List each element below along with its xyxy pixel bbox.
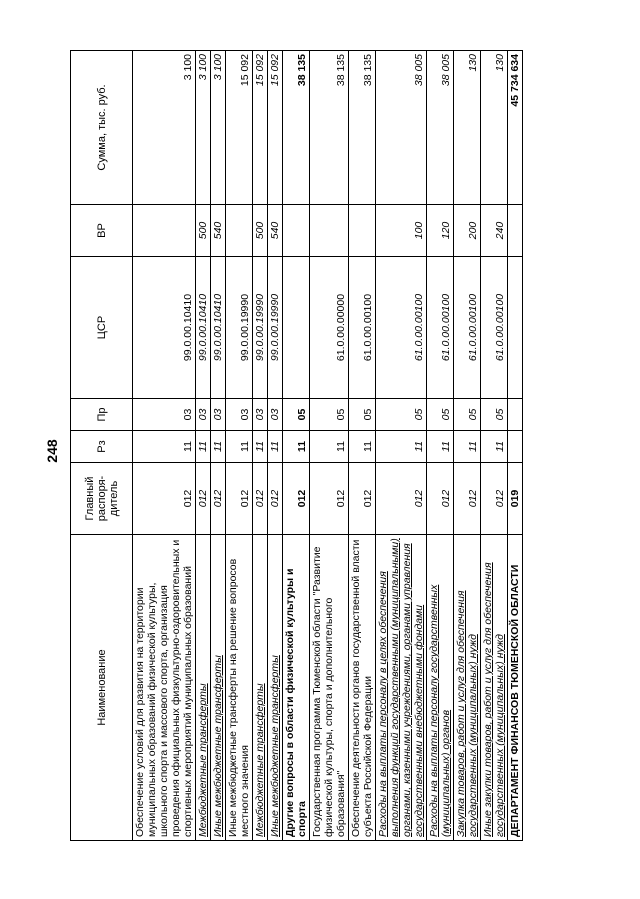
row-csr <box>376 257 427 399</box>
row-rz <box>481 431 508 463</box>
row-csr-text: 61.0.00.00100 <box>467 293 479 362</box>
row-name <box>283 535 310 841</box>
row-sum-text: 38 135 <box>335 54 347 87</box>
row-name <box>310 535 349 841</box>
row-pr <box>427 399 454 431</box>
row-pr-text: 05 <box>335 408 347 421</box>
row-rz-text: 11 <box>440 441 452 452</box>
row-vr <box>268 205 283 257</box>
row-vr-text: 200 <box>467 221 479 240</box>
row-main-manager-text: 019 <box>509 489 521 508</box>
row-csr-text: 61.0.00.00100 <box>413 293 425 362</box>
row-main-manager-text: 012 <box>467 489 479 508</box>
row-pr <box>283 399 310 431</box>
row-sum <box>196 51 211 205</box>
row-rz-text: 11 <box>254 441 266 452</box>
row-sum <box>427 51 454 205</box>
row-rz <box>376 431 427 463</box>
row-csr <box>283 257 310 399</box>
row-rz <box>427 431 454 463</box>
row-sum-text: 45 734 634 <box>509 54 521 107</box>
row-sum-text: 38 135 <box>362 54 374 87</box>
row-rz <box>253 431 268 463</box>
row-name <box>211 535 226 841</box>
row-vr <box>376 205 427 257</box>
row-csr-text: 99.0.00.19990 <box>269 293 281 362</box>
row-pr <box>376 399 427 431</box>
row-name <box>268 535 283 841</box>
row-main-manager <box>226 463 253 535</box>
row-sum <box>211 51 226 205</box>
row-csr-text: 99.0.00.10410 <box>212 293 224 362</box>
row-main-manager <box>133 463 196 535</box>
row-pr <box>349 399 376 431</box>
row-rz <box>226 431 253 463</box>
row-sum-text: 38 135 <box>296 54 308 87</box>
row-csr-text: 61.0.00.00100 <box>494 293 506 362</box>
row-main-manager <box>253 463 268 535</box>
row-name <box>349 535 376 841</box>
row-sum-text: 15 092 <box>269 54 281 87</box>
row-pr-text: 05 <box>413 408 425 421</box>
row-name <box>508 535 523 841</box>
row-vr-text: 100 <box>413 221 425 240</box>
row-rz-text: 11 <box>362 441 374 452</box>
row-pr <box>133 399 196 431</box>
row-csr-text: 99.0.00.19990 <box>254 293 266 362</box>
row-vr <box>283 205 310 257</box>
row-csr-text: 61.0.00.00000 <box>335 293 347 362</box>
row-csr <box>508 257 523 399</box>
row-main-manager <box>508 463 523 535</box>
row-main-manager-text: 012 <box>413 489 425 508</box>
row-name <box>133 535 196 841</box>
row-name-text: Закупка товаров, работ и услуг для обеспечения государственных (муниципальных) нужд <box>455 590 479 837</box>
row-name <box>253 535 268 841</box>
row-pr <box>454 399 481 431</box>
table-row <box>253 51 268 841</box>
row-sum <box>508 51 523 205</box>
row-main-manager <box>310 463 349 535</box>
row-rz-text: 11 <box>335 441 347 452</box>
row-name-text: Обеспечение условий для развития на территории муниципальных образований физической культуры, школьного спорта и массового спорта, организация проведения официальных физкультурно-оздоровительных и спортивных мероприятий муниципальных образований <box>134 539 194 837</box>
row-main-manager-text: 012 <box>239 489 251 508</box>
row-vr <box>349 205 376 257</box>
table-row <box>268 51 283 841</box>
row-csr <box>454 257 481 399</box>
header-csr: ЦСР <box>71 257 133 399</box>
row-main-manager-text: 012 <box>362 489 374 508</box>
row-sum-text: 3 100 <box>212 54 224 81</box>
row-vr <box>310 205 349 257</box>
row-main-manager <box>427 463 454 535</box>
row-pr <box>268 399 283 431</box>
row-main-manager <box>268 463 283 535</box>
row-main-manager-text: 012 <box>254 489 266 508</box>
row-main-manager-text: 012 <box>440 489 452 508</box>
row-main-manager <box>376 463 427 535</box>
row-sum-text: 130 <box>494 54 506 72</box>
row-vr <box>226 205 253 257</box>
table-row <box>283 51 310 841</box>
row-main-manager-text: 012 <box>296 489 308 508</box>
row-csr <box>211 257 226 399</box>
row-vr-text: 500 <box>197 221 209 240</box>
row-sum <box>454 51 481 205</box>
row-name <box>376 535 427 841</box>
row-sum-text: 130 <box>467 54 479 72</box>
table-row <box>427 51 454 841</box>
row-pr-text: 05 <box>362 408 374 421</box>
row-rz-text: 11 <box>494 441 506 452</box>
row-name-text: Иные межбюджетные трансферты <box>212 655 224 837</box>
row-csr <box>226 257 253 399</box>
row-vr-text: 500 <box>254 221 266 240</box>
row-main-manager-text: 012 <box>494 489 506 508</box>
row-vr <box>481 205 508 257</box>
table-row <box>508 51 523 841</box>
row-csr <box>481 257 508 399</box>
table-row <box>133 51 196 841</box>
row-main-manager <box>349 463 376 535</box>
row-csr-text: 61.0.00.00100 <box>362 293 374 362</box>
table-row <box>454 51 481 841</box>
row-name-text: Иные межбюджетные трансферты на решение вопросов местного значения <box>227 558 251 837</box>
row-rz <box>211 431 226 463</box>
row-name-text: ДЕПАРТАМЕНТ ФИНАНСОВ ТЮМЕНСКОЙ ОБЛАСТИ <box>509 564 521 837</box>
row-main-manager <box>211 463 226 535</box>
row-pr <box>253 399 268 431</box>
row-pr-text: 05 <box>296 408 308 421</box>
table-row <box>481 51 508 841</box>
row-name-text: Иные закупки товаров, работ и услуг для обеспечения государственных (муниципальных) нужд <box>482 562 506 837</box>
row-csr-text: 99.0.00.19990 <box>239 293 251 362</box>
row-csr <box>253 257 268 399</box>
row-rz <box>349 431 376 463</box>
row-rz-text: 11 <box>197 441 209 452</box>
row-name <box>427 535 454 841</box>
row-main-manager-text: 012 <box>269 489 281 508</box>
row-sum <box>310 51 349 205</box>
row-csr <box>133 257 196 399</box>
table-row <box>226 51 253 841</box>
row-rz-text: 11 <box>269 441 281 452</box>
row-rz-text: 11 <box>467 441 479 452</box>
row-pr <box>508 399 523 431</box>
row-pr-text: 03 <box>182 408 194 421</box>
row-csr-text: 99.0.00.10410 <box>197 293 209 362</box>
row-sum <box>481 51 508 205</box>
row-sum <box>133 51 196 205</box>
row-vr <box>196 205 211 257</box>
row-main-manager <box>283 463 310 535</box>
row-pr-text: 03 <box>212 408 224 421</box>
row-name <box>481 535 508 841</box>
row-name <box>454 535 481 841</box>
row-pr <box>310 399 349 431</box>
header-name: Наименование <box>71 535 133 841</box>
row-csr <box>349 257 376 399</box>
row-rz <box>283 431 310 463</box>
row-vr-text: 540 <box>212 221 224 240</box>
row-pr-text: 03 <box>239 408 251 421</box>
page-number: 248 <box>44 439 60 463</box>
row-sum <box>226 51 253 205</box>
row-pr-text: 05 <box>467 408 479 421</box>
row-sum-text: 38 005 <box>413 54 425 87</box>
row-pr-text: 05 <box>494 408 506 421</box>
row-name-text: Иные межбюджетные трансферты <box>269 655 281 837</box>
row-sum <box>283 51 310 205</box>
header-vr: ВР <box>71 205 133 257</box>
row-name-text: Другие вопросы в области физической культуры и спорта <box>284 568 308 837</box>
row-main-manager-text: 012 <box>197 489 209 508</box>
row-pr-text: 03 <box>254 408 266 421</box>
row-pr <box>211 399 226 431</box>
row-vr <box>427 205 454 257</box>
row-vr <box>454 205 481 257</box>
row-rz-text: 11 <box>182 441 194 452</box>
row-pr-text: 03 <box>197 408 209 421</box>
table-header-row <box>71 51 133 841</box>
row-csr <box>268 257 283 399</box>
row-vr <box>508 205 523 257</box>
row-csr <box>196 257 211 399</box>
row-sum <box>253 51 268 205</box>
row-main-manager <box>481 463 508 535</box>
row-sum-text: 3 100 <box>197 54 209 81</box>
header-main-manager: Главный распоря-дитель <box>71 463 133 535</box>
row-name-text: Межбюджетные трансферты <box>254 683 266 837</box>
row-vr <box>253 205 268 257</box>
row-name <box>196 535 211 841</box>
row-main-manager-text: 012 <box>182 489 194 508</box>
table-row <box>196 51 211 841</box>
row-rz <box>133 431 196 463</box>
row-name-text: Обеспечение деятельности органов государственной власти субъекта Российской Федерации <box>350 539 374 837</box>
row-pr-text: 05 <box>440 408 452 421</box>
row-name-text: Государственная программа Тюменской области "Развитие физической культуры, спорта и дополнительного образования" <box>311 546 347 837</box>
row-main-manager <box>196 463 211 535</box>
row-rz-text: 11 <box>239 441 251 452</box>
row-rz <box>454 431 481 463</box>
row-rz-text: 11 <box>296 440 308 453</box>
header-rz: Рз <box>71 431 133 463</box>
row-pr <box>481 399 508 431</box>
row-name-text: Расходы на выплаты персоналу государственных (муниципальных) органов <box>428 584 452 837</box>
row-vr-text: 120 <box>440 221 452 240</box>
row-sum <box>349 51 376 205</box>
row-name-text: Межбюджетные трансферты <box>197 683 209 837</box>
row-rz <box>268 431 283 463</box>
row-vr-text: 240 <box>494 221 506 240</box>
row-rz <box>310 431 349 463</box>
row-main-manager-text: 012 <box>212 489 224 508</box>
row-rz-text: 11 <box>413 441 425 452</box>
row-csr <box>427 257 454 399</box>
row-vr <box>211 205 226 257</box>
row-rz <box>196 431 211 463</box>
header-sum: Сумма, тыс. руб. <box>71 51 133 205</box>
table-row <box>211 51 226 841</box>
row-sum-text: 38 005 <box>440 54 452 87</box>
row-vr <box>133 205 196 257</box>
row-sum <box>268 51 283 205</box>
row-vr-text: 540 <box>269 221 281 240</box>
row-rz <box>508 431 523 463</box>
row-sum-text: 15 092 <box>254 54 266 87</box>
row-name-text: Расходы на выплаты персоналу в целях обеспечения выполнения функций государственными (муниципальными) органами, казенными учреждениями, органами управления государственными внебюджетными фондами <box>377 538 425 837</box>
row-csr-text: 99.0.00.10410 <box>182 293 194 362</box>
table-row <box>310 51 349 841</box>
row-rz-text: 11 <box>212 441 224 452</box>
row-main-manager <box>454 463 481 535</box>
table-row <box>349 51 376 841</box>
row-sum-text: 3 100 <box>182 54 194 81</box>
row-csr <box>310 257 349 399</box>
row-pr-text: 03 <box>269 408 281 421</box>
row-sum <box>376 51 427 205</box>
row-pr <box>226 399 253 431</box>
row-pr <box>196 399 211 431</box>
table-row <box>376 51 427 841</box>
budget-table <box>70 50 523 841</box>
row-sum-text: 15 092 <box>239 54 251 87</box>
row-csr-text: 61.0.00.00100 <box>440 293 452 362</box>
row-main-manager-text: 012 <box>335 489 347 508</box>
header-pr: Пр <box>71 399 133 431</box>
row-name <box>226 535 253 841</box>
